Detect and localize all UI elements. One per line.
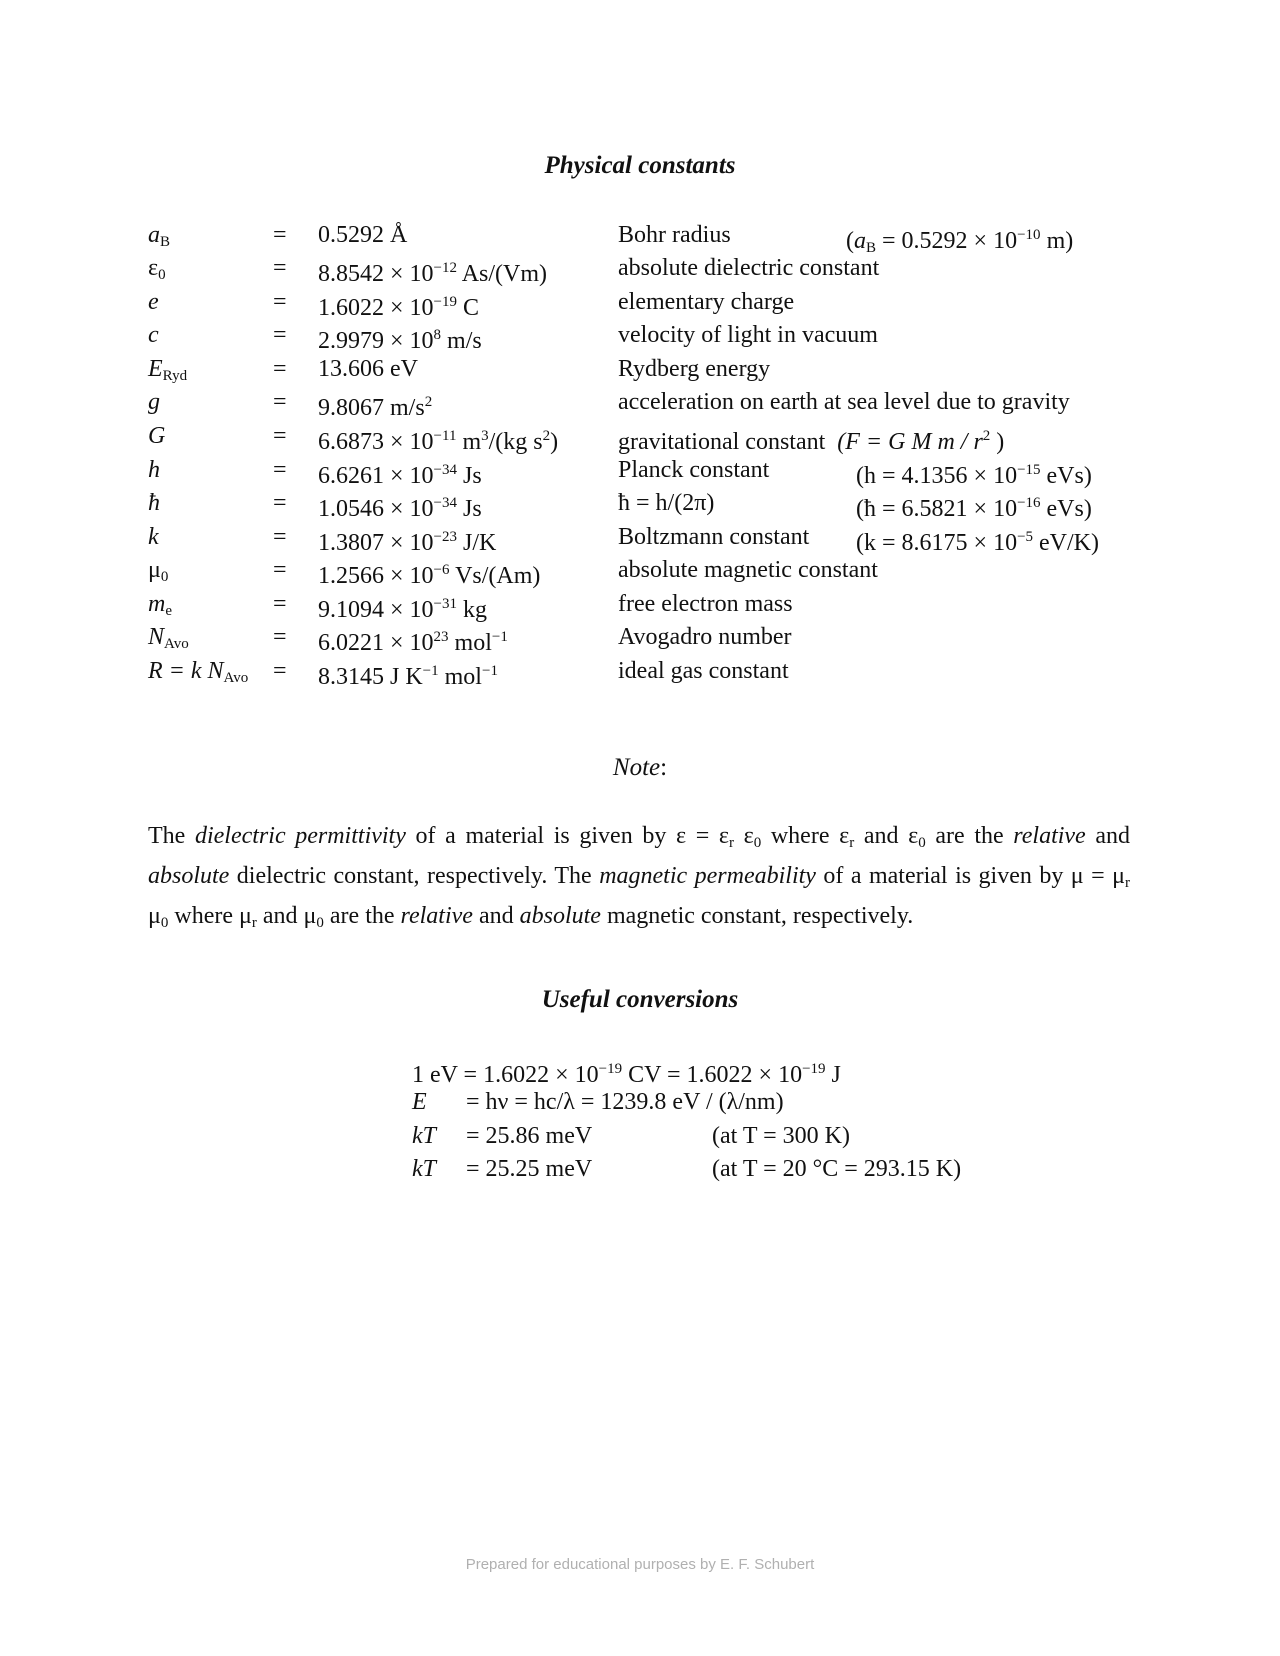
constant-row: [0, 654, 1280, 688]
conversion-value: = 25.25 meV: [466, 1156, 593, 1182]
constant-symbol: R = k $N_{Avo}$: [148, 658, 249, 686]
constant-row: [0, 553, 1280, 587]
equals-sign: =: [273, 389, 287, 415]
constant-description: ideal gas constant: [618, 658, 789, 684]
constant-value: $1.2566 \times 10^{-6}$ Vs/(Am): [318, 562, 541, 589]
constant-symbol: ħ: [148, 490, 160, 516]
equals-sign: =: [273, 222, 287, 248]
conversion-note: (at T = 300 K): [712, 1123, 850, 1149]
constant-row: [0, 318, 1280, 352]
constant-row: [0, 587, 1280, 621]
conversion-value: = 25.86 meV: [466, 1123, 593, 1149]
constant-note: (ħ = $6.5821 \times 10^{-16}$ eVs): [856, 495, 1092, 522]
constant-symbol: $m_e$: [148, 591, 173, 619]
constant-description: elementary charge: [618, 289, 795, 315]
constant-value: $1.6022 \times 10^{-19}$ C: [318, 294, 480, 321]
equals-sign: =: [273, 658, 287, 684]
constant-row: [0, 419, 1280, 453]
constant-symbol: $\varepsilon_0$: [148, 255, 166, 283]
constant-value: $1.0546 \times 10^{-34}$ Js: [318, 495, 482, 522]
constant-row: [0, 285, 1280, 319]
constant-value: 0.5292 Å: [318, 222, 408, 248]
equals-sign: =: [273, 457, 287, 483]
constant-symbol: $\mu_0$: [148, 557, 169, 585]
constant-description: absolute dielectric constant: [618, 255, 880, 281]
constant-description: absolute magnetic constant: [618, 557, 878, 583]
constant-description: Rydberg energy: [618, 356, 771, 382]
constant-description: Bohr radius: [618, 222, 731, 248]
constant-note: ($k = 8.6175 \times 10^{-5}$ eV/K): [856, 529, 1100, 556]
constant-row: [0, 218, 1280, 256]
conversion-expression: 1 eV = $1.6022 \times 10^{-19}$ CV = $1.6022 \times 10^{-19}$ J: [412, 1061, 841, 1088]
constant-note: ($a_B = 0.5292 \times 10^{-10}$ m): [846, 227, 1074, 256]
useful-conversions-title: Useful conversions: [541, 986, 739, 1013]
equals-sign: =: [273, 356, 287, 382]
constant-row: [0, 620, 1280, 654]
equals-sign: =: [273, 624, 287, 650]
constant-row: [0, 385, 1280, 419]
note-heading: Note:: [612, 754, 668, 781]
conversion-symbol: E: [412, 1089, 427, 1115]
constant-description: Avogadro number: [618, 624, 792, 650]
constant-value: 13.606 eV: [318, 356, 418, 382]
conversion-note: (at T = 20 °C = 293.15 K): [712, 1156, 962, 1182]
constant-description: free electron mass: [618, 591, 793, 617]
conversion-row: [0, 1052, 1280, 1086]
equals-sign: =: [273, 322, 287, 348]
physical-constants-title: Physical constants: [544, 152, 736, 179]
constant-row: [0, 486, 1280, 520]
equals-sign: =: [273, 557, 287, 583]
constant-note: ($h = 4.1356 \times 10^{-15}$ eVs): [856, 462, 1092, 489]
constant-value: 8.3145 J $K^{-1}$ mol$^{-1}$: [318, 663, 498, 690]
constant-description: acceleration on earth at sea level due to gravity: [618, 389, 1070, 415]
equals-sign: =: [273, 524, 287, 550]
constant-row: [0, 453, 1280, 487]
constant-row: [0, 352, 1280, 386]
constant-value: $6.0221 \times 10^{23}$ mol$^{-1}$: [318, 629, 508, 656]
conversion-row: [0, 1152, 1280, 1186]
constant-value: $8.8542 \times 10^{-12}$ As/(Vm): [318, 260, 548, 287]
constant-symbol: h: [148, 457, 160, 483]
constant-value: $6.6873 \times 10^{-11}$ $m^3/(kg$ $s^2$): [318, 428, 559, 455]
footer-credit: Prepared for educational purposes by E. F. Schubert: [465, 1556, 815, 1573]
equals-sign: =: [273, 255, 287, 281]
constant-symbol: k: [148, 524, 159, 550]
constant-symbol: c: [148, 322, 159, 348]
constant-value: $1.3807 \times 10^{-23}$ J/K: [318, 529, 497, 556]
conversion-symbol: kT: [412, 1123, 436, 1149]
constant-value: 9.8067 $m/s^2$: [318, 394, 433, 421]
constant-value: $9.1094 \times 10^{-31}$ kg: [318, 596, 488, 623]
constant-symbol: $E_{Ryd}$: [148, 356, 188, 384]
constant-value: $2.9979 \times 10^8$ m/s: [318, 327, 482, 354]
equals-sign: =: [273, 289, 287, 315]
constant-description: velocity of light in vacuum: [618, 322, 878, 348]
constant-description: Boltzmann constant: [618, 524, 810, 550]
note-paragraph: The dielectric permittivity of a material is given by $\varepsilon = \varepsilon_r$ $\varepsilon_0$ where $\varepsilon_r$ and $\varepsilon_0$ are the relative and absolute dielectric constant, respectively. The magnetic permeability of a material is given by $\mu = \mu_r$ $\mu_0$ where $\mu_r$ and $\mu_0$ are the relative and absolute magnetic constant, respectively.: [148, 823, 1131, 931]
equals-sign: =: [273, 423, 287, 449]
constant-symbol: $N_{Avo}$: [148, 624, 189, 652]
constant-description: ħ = h/(2π): [618, 490, 715, 516]
equals-sign: =: [273, 591, 287, 617]
conversion-row: [0, 1119, 1280, 1153]
constant-value: $6.6261 \times 10^{-34}$ Js: [318, 462, 482, 489]
conversion-row: [0, 1085, 1280, 1119]
constant-symbol: e: [148, 289, 159, 315]
constant-symbol: $a_B$: [148, 222, 171, 250]
constant-row: [0, 251, 1280, 285]
constant-symbol: G: [148, 423, 166, 449]
equals-sign: =: [273, 490, 287, 516]
constant-description: gravitational constant (F = G M m / $r^2$ ): [618, 428, 1005, 455]
constant-description: Planck constant: [618, 457, 770, 483]
conversion-symbol: kT: [412, 1156, 436, 1182]
constant-row: [0, 520, 1280, 554]
conversion-value: = hν = hc/λ = 1239.8 eV / (λ/nm): [466, 1089, 784, 1115]
constant-symbol: g: [148, 389, 160, 415]
